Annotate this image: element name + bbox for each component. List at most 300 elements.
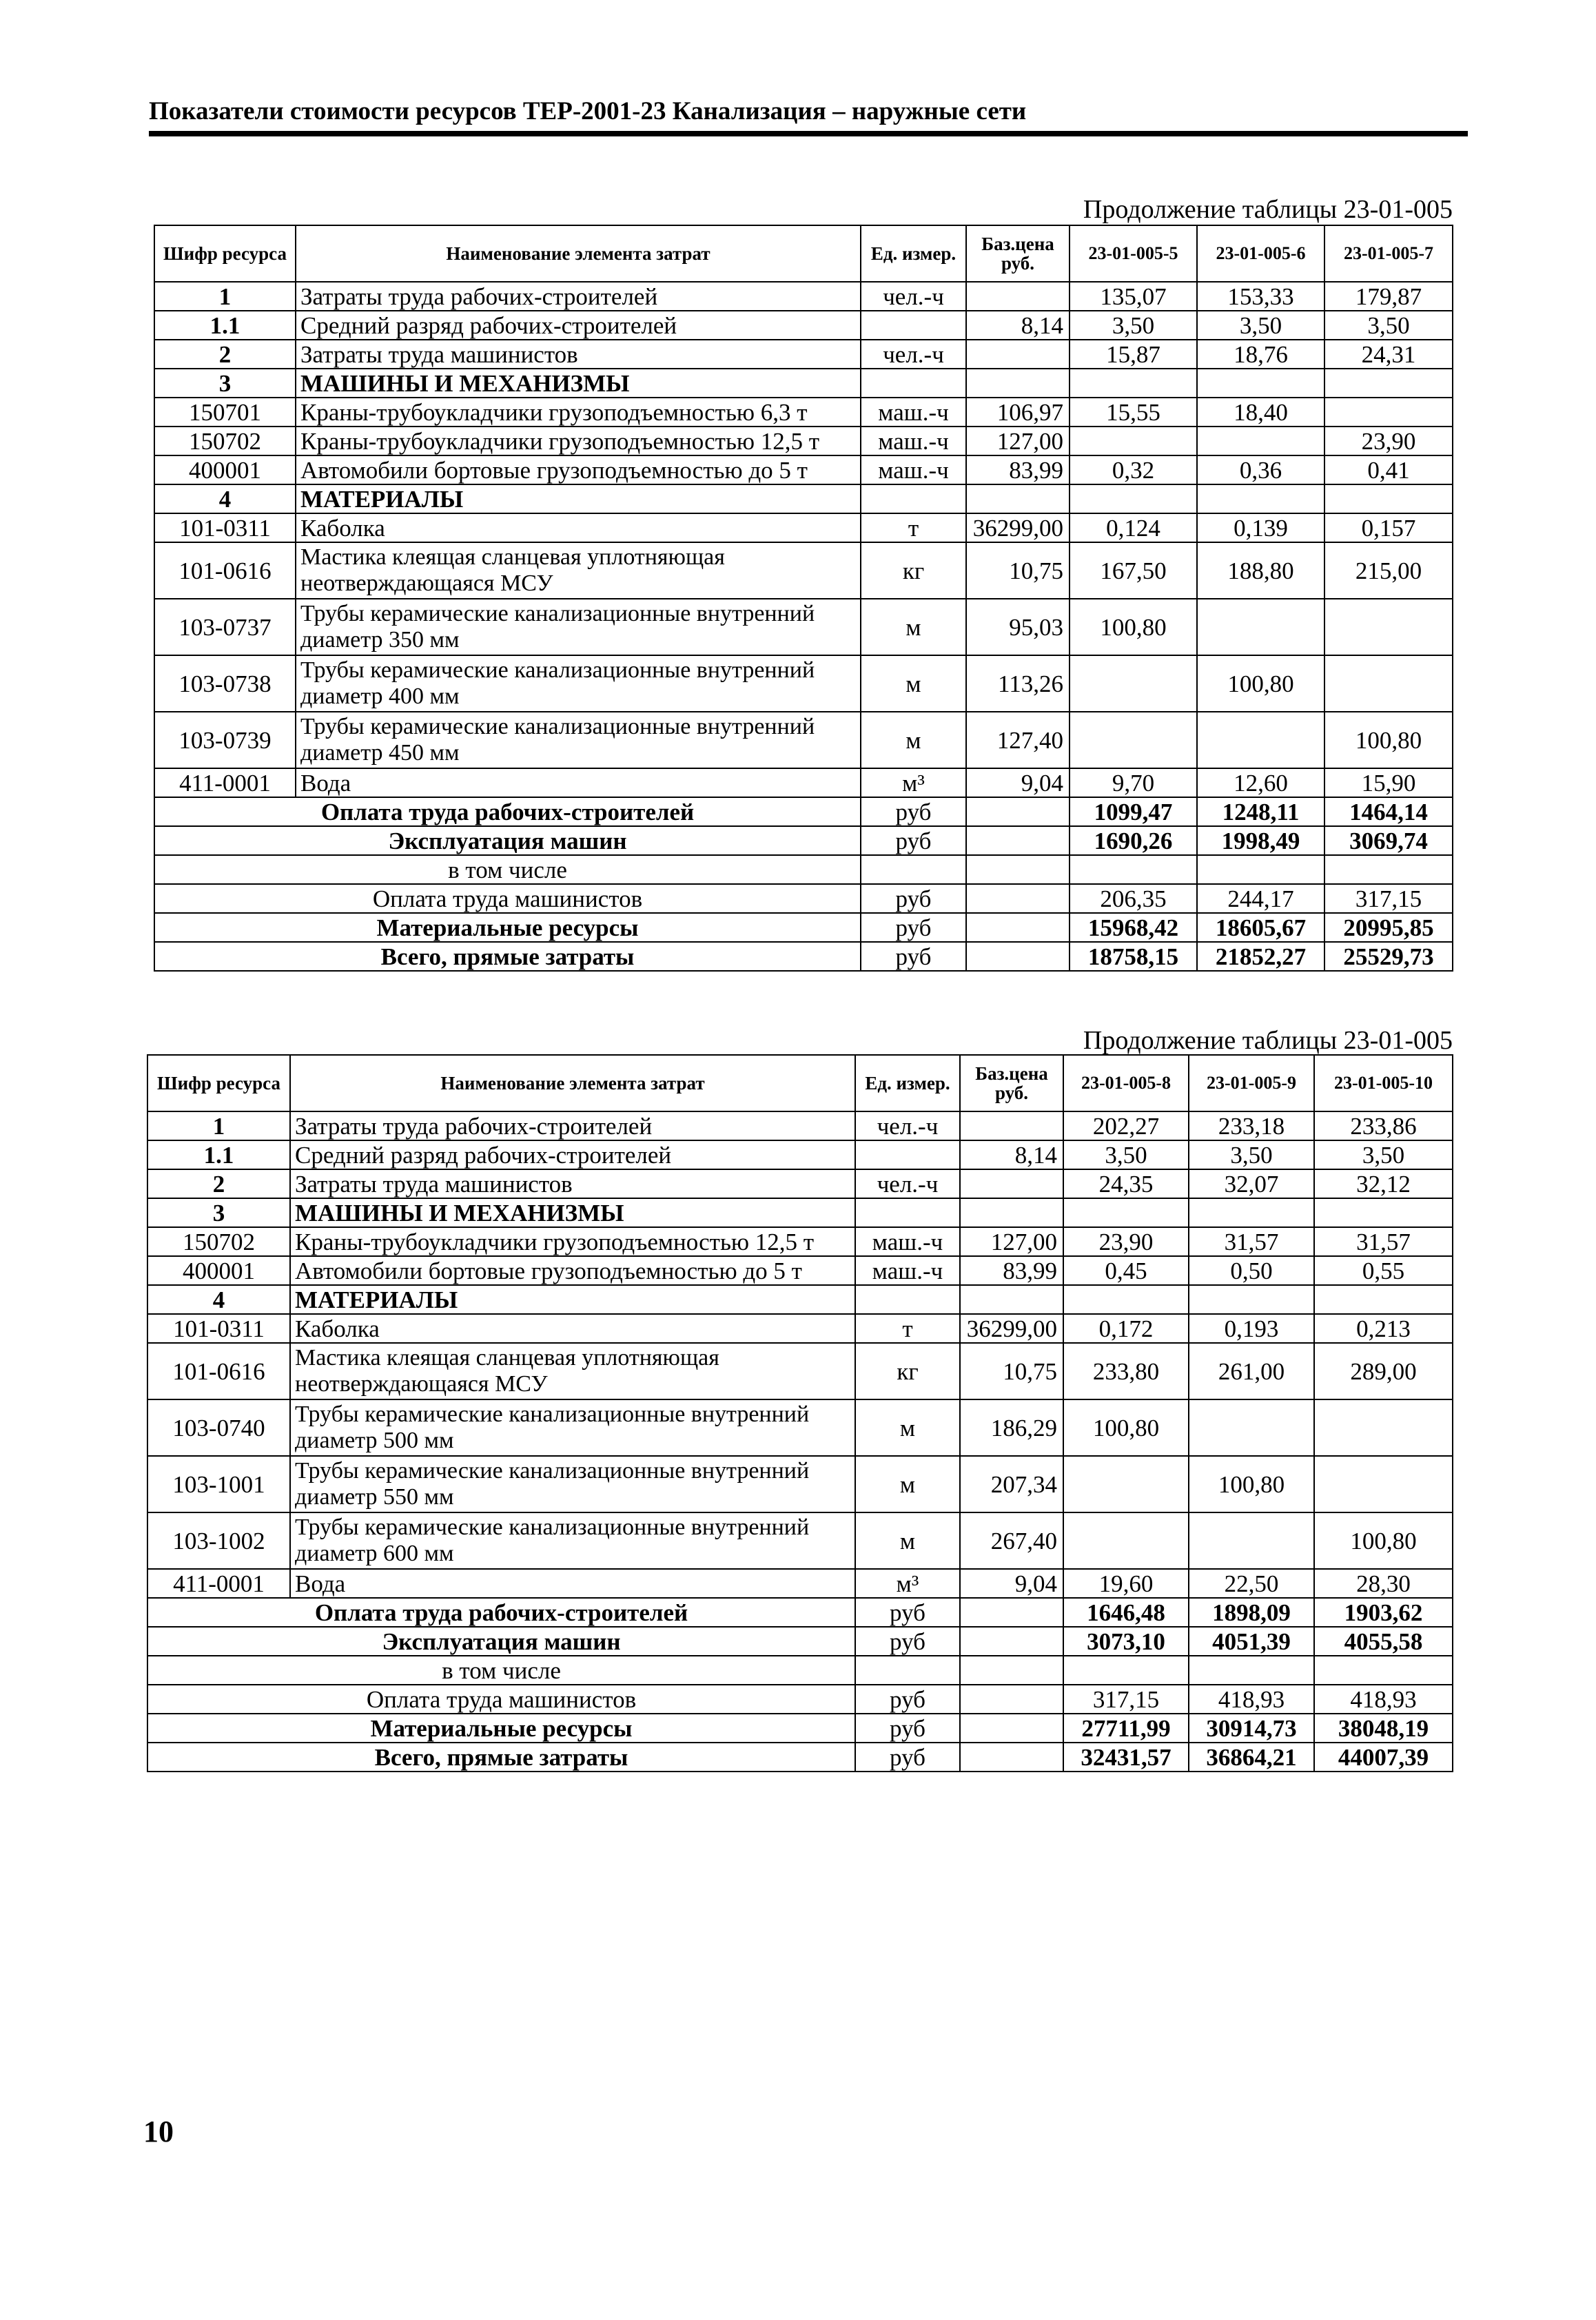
header-row bbox=[154, 225, 1453, 282]
resource-value-1 bbox=[1063, 1285, 1189, 1314]
resource-name: Автомобили бортовые грузоподъемностью до 5 т bbox=[296, 455, 861, 484]
resource-base-price: 10,75 bbox=[966, 542, 1070, 599]
table-row bbox=[154, 542, 1453, 599]
total-value-3: 1903,62 bbox=[1314, 1598, 1453, 1627]
total-value-2: 1898,09 bbox=[1189, 1598, 1314, 1627]
resource-value-1 bbox=[1070, 427, 1197, 455]
resource-value-3 bbox=[1324, 655, 1453, 712]
header-column-1: 23-01-005-5 bbox=[1070, 225, 1197, 282]
table-1-body bbox=[154, 225, 1453, 971]
resource-code: 101-0616 bbox=[154, 542, 296, 599]
resource-unit: маш.-ч bbox=[861, 398, 966, 427]
resource-name: Вода bbox=[290, 1569, 855, 1598]
total-row bbox=[154, 942, 1453, 971]
resource-value-3: 28,30 bbox=[1314, 1569, 1453, 1598]
resource-base-price: 113,26 bbox=[966, 655, 1070, 712]
resource-value-2: 0,36 bbox=[1197, 455, 1324, 484]
total-empty-price bbox=[960, 1656, 1063, 1685]
resource-value-1: 135,07 bbox=[1070, 282, 1197, 311]
total-row bbox=[154, 826, 1453, 855]
table-row bbox=[154, 768, 1453, 797]
resource-code: 103-0740 bbox=[147, 1399, 290, 1456]
resource-name: Трубы керамические канализационные внутренний диаметр 550 мм bbox=[290, 1456, 855, 1512]
table-row bbox=[154, 513, 1453, 542]
resource-code: 1.1 bbox=[154, 311, 296, 340]
total-label: Оплата труда рабочих-строителей bbox=[154, 797, 861, 826]
header-unit: Ед. измер. bbox=[855, 1055, 960, 1111]
resource-name: Трубы керамические канализационные внутренний диаметр 450 мм bbox=[296, 712, 861, 768]
resource-name: Автомобили бортовые грузоподъемностью до 5 т bbox=[290, 1256, 855, 1285]
resource-value-2 bbox=[1197, 369, 1324, 398]
resource-value-2: 188,80 bbox=[1197, 542, 1324, 599]
resource-value-1 bbox=[1070, 369, 1197, 398]
resource-value-2: 0,193 bbox=[1189, 1314, 1314, 1343]
resource-code: 103-1001 bbox=[147, 1456, 290, 1512]
total-label: Всего, прямые затраты bbox=[154, 942, 861, 971]
resource-base-price: 10,75 bbox=[960, 1343, 1063, 1399]
total-value-3: 20995,85 bbox=[1324, 913, 1453, 942]
total-row bbox=[147, 1598, 1453, 1627]
resource-code: 1.1 bbox=[147, 1140, 290, 1169]
resource-base-price bbox=[960, 1169, 1063, 1198]
total-row bbox=[154, 884, 1453, 913]
table-row bbox=[147, 1227, 1453, 1256]
total-value-1: 1099,47 bbox=[1070, 797, 1197, 826]
table-row bbox=[147, 1512, 1453, 1569]
total-empty-price bbox=[966, 884, 1070, 913]
resource-value-1: 19,60 bbox=[1063, 1569, 1189, 1598]
total-value-2 bbox=[1197, 855, 1324, 884]
resource-value-1: 0,45 bbox=[1063, 1256, 1189, 1285]
resource-value-2: 3,50 bbox=[1197, 311, 1324, 340]
resource-value-3: 15,90 bbox=[1324, 768, 1453, 797]
resource-name: Трубы керамические канализационные внутренний диаметр 600 мм bbox=[290, 1512, 855, 1569]
header-rule bbox=[149, 131, 1468, 136]
resource-value-3: 0,157 bbox=[1324, 513, 1453, 542]
total-value-3: 317,15 bbox=[1324, 884, 1453, 913]
total-value-1: 27711,99 bbox=[1063, 1714, 1189, 1743]
resource-base-price: 127,00 bbox=[966, 427, 1070, 455]
resource-value-1 bbox=[1070, 484, 1197, 513]
resource-unit: м bbox=[861, 599, 966, 655]
resource-unit: чел.-ч bbox=[855, 1169, 960, 1198]
resource-name: Затраты труда машинистов bbox=[290, 1169, 855, 1198]
resource-unit: маш.-ч bbox=[855, 1256, 960, 1285]
resource-name: Затраты труда рабочих-строителей bbox=[290, 1111, 855, 1140]
total-unit: руб bbox=[855, 1743, 960, 1772]
resource-value-2 bbox=[1197, 712, 1324, 768]
table-1-continuation-caption: Продолжение таблицы 23-01-005 bbox=[1083, 195, 1453, 224]
total-empty-price bbox=[966, 942, 1070, 971]
resource-value-3: 179,87 bbox=[1324, 282, 1453, 311]
resource-unit: м bbox=[855, 1512, 960, 1569]
header-column-3: 23-01-005-7 bbox=[1324, 225, 1453, 282]
resource-value-3 bbox=[1324, 484, 1453, 513]
total-value-3: 25529,73 bbox=[1324, 942, 1453, 971]
resource-base-price bbox=[960, 1111, 1063, 1140]
table-row bbox=[147, 1399, 1453, 1456]
total-value-2: 1248,11 bbox=[1197, 797, 1324, 826]
resource-base-price: 8,14 bbox=[966, 311, 1070, 340]
resource-unit: маш.-ч bbox=[855, 1227, 960, 1256]
resource-base-price bbox=[966, 484, 1070, 513]
total-value-1: 317,15 bbox=[1063, 1685, 1189, 1714]
resource-base-price: 127,40 bbox=[966, 712, 1070, 768]
total-unit: руб bbox=[855, 1627, 960, 1656]
table-row bbox=[154, 369, 1453, 398]
resource-base-price: 36299,00 bbox=[960, 1314, 1063, 1343]
total-row bbox=[147, 1627, 1453, 1656]
total-unit bbox=[855, 1656, 960, 1685]
resource-value-1: 0,32 bbox=[1070, 455, 1197, 484]
resource-value-3 bbox=[1324, 599, 1453, 655]
total-empty-price bbox=[966, 797, 1070, 826]
resource-code: 400001 bbox=[154, 455, 296, 484]
resource-value-2: 18,76 bbox=[1197, 340, 1324, 369]
header-name: Наименование элемента затрат bbox=[290, 1055, 855, 1111]
total-value-2: 418,93 bbox=[1189, 1685, 1314, 1714]
resource-value-2 bbox=[1197, 427, 1324, 455]
total-unit: руб bbox=[861, 913, 966, 942]
resource-base-price: 36299,00 bbox=[966, 513, 1070, 542]
resource-name: Мастика клеящая сланцевая уплотняющая неотверждающаяся МСУ bbox=[296, 542, 861, 599]
resource-name: МАШИНЫ И МЕХАНИЗМЫ bbox=[296, 369, 861, 398]
resource-unit: кг bbox=[861, 542, 966, 599]
resource-name: Краны-трубоукладчики грузоподъемностью 6,3 т bbox=[296, 398, 861, 427]
total-label: Эксплуатация машин bbox=[147, 1627, 855, 1656]
header-column-1: 23-01-005-8 bbox=[1063, 1055, 1189, 1111]
resource-code: 3 bbox=[147, 1198, 290, 1227]
table-row bbox=[147, 1169, 1453, 1198]
table-row bbox=[147, 1456, 1453, 1512]
resource-value-2: 233,18 bbox=[1189, 1111, 1314, 1140]
total-row bbox=[154, 913, 1453, 942]
table-2-continuation-caption: Продолжение таблицы 23-01-005 bbox=[1083, 1026, 1453, 1055]
resource-value-1: 202,27 bbox=[1063, 1111, 1189, 1140]
resource-unit: чел.-ч bbox=[855, 1111, 960, 1140]
resource-code: 3 bbox=[154, 369, 296, 398]
resource-value-2: 0,139 bbox=[1197, 513, 1324, 542]
resource-value-2: 0,50 bbox=[1189, 1256, 1314, 1285]
resource-name: Краны-трубоукладчики грузоподъемностью 12,5 т bbox=[290, 1227, 855, 1256]
resource-unit: т bbox=[861, 513, 966, 542]
resource-value-1: 9,70 bbox=[1070, 768, 1197, 797]
total-value-2: 244,17 bbox=[1197, 884, 1324, 913]
resource-base-price bbox=[966, 369, 1070, 398]
resource-value-3: 100,80 bbox=[1314, 1512, 1453, 1569]
table-row bbox=[154, 398, 1453, 427]
total-empty-price bbox=[960, 1714, 1063, 1743]
resource-name: Каболка bbox=[296, 513, 861, 542]
table-row bbox=[147, 1256, 1453, 1285]
total-value-1: 32431,57 bbox=[1063, 1743, 1189, 1772]
resource-value-3: 24,31 bbox=[1324, 340, 1453, 369]
resource-code: 4 bbox=[147, 1285, 290, 1314]
total-value-1: 1646,48 bbox=[1063, 1598, 1189, 1627]
resource-base-price: 95,03 bbox=[966, 599, 1070, 655]
resource-value-1: 233,80 bbox=[1063, 1343, 1189, 1399]
resource-name: Краны-трубоукладчики грузоподъемностью 12,5 т bbox=[296, 427, 861, 455]
total-value-1: 1690,26 bbox=[1070, 826, 1197, 855]
table-row bbox=[147, 1569, 1453, 1598]
header-price: Баз.цена руб. bbox=[960, 1055, 1063, 1111]
total-value-3: 38048,19 bbox=[1314, 1714, 1453, 1743]
resource-name: Затраты труда машинистов bbox=[296, 340, 861, 369]
resource-name: Трубы керамические канализационные внутренний диаметр 500 мм bbox=[290, 1399, 855, 1456]
resource-value-2: 32,07 bbox=[1189, 1169, 1314, 1198]
total-value-3: 1464,14 bbox=[1324, 797, 1453, 826]
resource-unit: маш.-ч bbox=[861, 455, 966, 484]
table-row bbox=[154, 599, 1453, 655]
resource-value-1: 3,50 bbox=[1070, 311, 1197, 340]
resource-code: 150702 bbox=[154, 427, 296, 455]
resource-value-3 bbox=[1314, 1198, 1453, 1227]
resource-code: 103-0738 bbox=[154, 655, 296, 712]
resource-value-3: 215,00 bbox=[1324, 542, 1453, 599]
total-value-1 bbox=[1070, 855, 1197, 884]
resource-value-3: 0,213 bbox=[1314, 1314, 1453, 1343]
resource-value-2: 31,57 bbox=[1189, 1227, 1314, 1256]
total-value-2: 1998,49 bbox=[1197, 826, 1324, 855]
header-price: Баз.цена руб. bbox=[966, 225, 1070, 282]
resource-value-2: 3,50 bbox=[1189, 1140, 1314, 1169]
total-value-1: 3073,10 bbox=[1063, 1627, 1189, 1656]
total-empty-price bbox=[960, 1685, 1063, 1714]
total-unit: руб bbox=[855, 1598, 960, 1627]
resource-value-1 bbox=[1063, 1512, 1189, 1569]
table-row bbox=[154, 311, 1453, 340]
resource-code: 411-0001 bbox=[154, 768, 296, 797]
resource-value-2 bbox=[1189, 1399, 1314, 1456]
resource-name: Средний разряд рабочих-строителей bbox=[296, 311, 861, 340]
resource-unit: чел.-ч bbox=[861, 340, 966, 369]
resource-name: Трубы керамические канализационные внутренний диаметр 400 мм bbox=[296, 655, 861, 712]
resource-unit: м³ bbox=[855, 1569, 960, 1598]
resource-value-2 bbox=[1197, 599, 1324, 655]
header-name: Наименование элемента затрат bbox=[296, 225, 861, 282]
resource-value-3: 0,41 bbox=[1324, 455, 1453, 484]
resource-value-2: 12,60 bbox=[1197, 768, 1324, 797]
resource-base-price: 186,29 bbox=[960, 1399, 1063, 1456]
resource-code: 2 bbox=[147, 1169, 290, 1198]
table-row bbox=[147, 1285, 1453, 1314]
resource-value-2: 153,33 bbox=[1197, 282, 1324, 311]
total-value-3 bbox=[1324, 855, 1453, 884]
total-value-1 bbox=[1063, 1656, 1189, 1685]
resource-unit: м bbox=[855, 1399, 960, 1456]
resource-code: 411-0001 bbox=[147, 1569, 290, 1598]
total-value-3 bbox=[1314, 1656, 1453, 1685]
resource-unit: м³ bbox=[861, 768, 966, 797]
resource-base-price bbox=[966, 340, 1070, 369]
resource-value-2 bbox=[1197, 484, 1324, 513]
resource-name: МАТЕРИАЛЫ bbox=[290, 1285, 855, 1314]
total-value-1: 15968,42 bbox=[1070, 913, 1197, 942]
resource-code: 1 bbox=[147, 1111, 290, 1140]
resource-value-3: 32,12 bbox=[1314, 1169, 1453, 1198]
page-number: 10 bbox=[143, 2115, 174, 2148]
total-row bbox=[154, 855, 1453, 884]
table-row bbox=[147, 1111, 1453, 1140]
resource-base-price bbox=[960, 1198, 1063, 1227]
total-unit bbox=[861, 855, 966, 884]
resource-name: Затраты труда рабочих-строителей bbox=[296, 282, 861, 311]
resource-value-1: 15,55 bbox=[1070, 398, 1197, 427]
total-unit: руб bbox=[861, 884, 966, 913]
resource-value-1 bbox=[1070, 655, 1197, 712]
resource-value-3: 3,50 bbox=[1324, 311, 1453, 340]
resource-code: 101-0311 bbox=[147, 1314, 290, 1343]
resource-table-1 bbox=[154, 225, 1453, 972]
resource-base-price: 267,40 bbox=[960, 1512, 1063, 1569]
resource-unit bbox=[861, 369, 966, 398]
resource-unit: т bbox=[855, 1314, 960, 1343]
table-row bbox=[147, 1140, 1453, 1169]
table-row bbox=[154, 282, 1453, 311]
resource-name: Каболка bbox=[290, 1314, 855, 1343]
total-label: Материальные ресурсы bbox=[154, 913, 861, 942]
resource-value-1: 0,172 bbox=[1063, 1314, 1189, 1343]
resource-value-2: 18,40 bbox=[1197, 398, 1324, 427]
resource-value-3 bbox=[1314, 1285, 1453, 1314]
resource-value-1: 100,80 bbox=[1070, 599, 1197, 655]
total-value-1: 206,35 bbox=[1070, 884, 1197, 913]
resource-code: 101-0616 bbox=[147, 1343, 290, 1399]
total-row bbox=[147, 1743, 1453, 1772]
header-unit: Ед. измер. bbox=[861, 225, 966, 282]
resource-value-1: 0,124 bbox=[1070, 513, 1197, 542]
resource-code: 4 bbox=[154, 484, 296, 513]
header-column-3: 23-01-005-10 bbox=[1314, 1055, 1453, 1111]
total-empty-price bbox=[966, 913, 1070, 942]
total-label: в том числе bbox=[147, 1656, 855, 1685]
total-value-2: 21852,27 bbox=[1197, 942, 1324, 971]
resource-value-3: 289,00 bbox=[1314, 1343, 1453, 1399]
total-value-1: 18758,15 bbox=[1070, 942, 1197, 971]
resource-value-1: 15,87 bbox=[1070, 340, 1197, 369]
resource-code: 103-0739 bbox=[154, 712, 296, 768]
total-value-2 bbox=[1189, 1656, 1314, 1685]
resource-value-1: 23,90 bbox=[1063, 1227, 1189, 1256]
resource-value-2 bbox=[1189, 1285, 1314, 1314]
resource-unit bbox=[861, 311, 966, 340]
resource-code: 150702 bbox=[147, 1227, 290, 1256]
resource-value-1: 24,35 bbox=[1063, 1169, 1189, 1198]
resource-unit bbox=[855, 1140, 960, 1169]
table-2-body bbox=[147, 1055, 1453, 1772]
resource-value-1 bbox=[1063, 1198, 1189, 1227]
resource-name: Средний разряд рабочих-строителей bbox=[290, 1140, 855, 1169]
resource-code: 1 bbox=[154, 282, 296, 311]
resource-name: МАТЕРИАЛЫ bbox=[296, 484, 861, 513]
resource-base-price: 83,99 bbox=[966, 455, 1070, 484]
resource-value-2: 261,00 bbox=[1189, 1343, 1314, 1399]
resource-value-3 bbox=[1314, 1456, 1453, 1512]
header-code: Шифр ресурса bbox=[147, 1055, 290, 1111]
total-unit: руб bbox=[855, 1685, 960, 1714]
total-empty-price bbox=[960, 1627, 1063, 1656]
header-code: Шифр ресурса bbox=[154, 225, 296, 282]
resource-table-2 bbox=[147, 1054, 1453, 1772]
resource-value-3 bbox=[1324, 369, 1453, 398]
resource-value-2: 22,50 bbox=[1189, 1569, 1314, 1598]
resource-unit bbox=[855, 1198, 960, 1227]
resource-value-1 bbox=[1063, 1456, 1189, 1512]
resource-unit bbox=[861, 484, 966, 513]
total-empty-price bbox=[960, 1598, 1063, 1627]
page-header-title: Показатели стоимости ресурсов ТЕР-2001-23 Канализация – наружные сети bbox=[149, 97, 1027, 125]
total-value-3: 44007,39 bbox=[1314, 1743, 1453, 1772]
resource-name: Вода bbox=[296, 768, 861, 797]
resource-value-2: 100,80 bbox=[1197, 655, 1324, 712]
total-value-3: 4055,58 bbox=[1314, 1627, 1453, 1656]
table-row bbox=[147, 1198, 1453, 1227]
resource-unit: м bbox=[861, 655, 966, 712]
total-value-2: 30914,73 bbox=[1189, 1714, 1314, 1743]
total-empty-price bbox=[966, 826, 1070, 855]
table-row bbox=[154, 655, 1453, 712]
table-row bbox=[154, 712, 1453, 768]
total-value-2: 4051,39 bbox=[1189, 1627, 1314, 1656]
resource-value-1: 167,50 bbox=[1070, 542, 1197, 599]
resource-base-price: 106,97 bbox=[966, 398, 1070, 427]
resource-base-price: 9,04 bbox=[966, 768, 1070, 797]
total-row bbox=[147, 1714, 1453, 1743]
resource-value-3: 100,80 bbox=[1324, 712, 1453, 768]
resource-name: МАШИНЫ И МЕХАНИЗМЫ bbox=[290, 1198, 855, 1227]
resource-value-1: 100,80 bbox=[1063, 1399, 1189, 1456]
resource-value-3: 0,55 bbox=[1314, 1256, 1453, 1285]
table-row bbox=[154, 427, 1453, 455]
table-row bbox=[147, 1343, 1453, 1399]
resource-value-2 bbox=[1189, 1198, 1314, 1227]
total-unit: руб bbox=[861, 942, 966, 971]
resource-value-3 bbox=[1314, 1399, 1453, 1456]
table-row bbox=[154, 484, 1453, 513]
resource-code: 101-0311 bbox=[154, 513, 296, 542]
total-unit: руб bbox=[855, 1714, 960, 1743]
total-label: Всего, прямые затраты bbox=[147, 1743, 855, 1772]
total-row bbox=[154, 797, 1453, 826]
resource-base-price: 9,04 bbox=[960, 1569, 1063, 1598]
total-label: в том числе bbox=[154, 855, 861, 884]
resource-base-price: 207,34 bbox=[960, 1456, 1063, 1512]
total-value-2: 36864,21 bbox=[1189, 1743, 1314, 1772]
resource-base-price: 127,00 bbox=[960, 1227, 1063, 1256]
header-column-2: 23-01-005-9 bbox=[1189, 1055, 1314, 1111]
resource-code: 2 bbox=[154, 340, 296, 369]
resource-unit: чел.-ч bbox=[861, 282, 966, 311]
resource-code: 400001 bbox=[147, 1256, 290, 1285]
resource-base-price bbox=[966, 282, 1070, 311]
resource-base-price: 8,14 bbox=[960, 1140, 1063, 1169]
total-unit: руб bbox=[861, 826, 966, 855]
resource-unit bbox=[855, 1285, 960, 1314]
resource-code: 150701 bbox=[154, 398, 296, 427]
resource-value-3: 23,90 bbox=[1324, 427, 1453, 455]
total-label: Оплата труда машинистов bbox=[147, 1685, 855, 1714]
table-row bbox=[154, 340, 1453, 369]
resource-code: 103-1002 bbox=[147, 1512, 290, 1569]
total-empty-price bbox=[966, 855, 1070, 884]
table-row bbox=[147, 1314, 1453, 1343]
resource-unit: м bbox=[855, 1456, 960, 1512]
total-unit: руб bbox=[861, 797, 966, 826]
total-value-3: 418,93 bbox=[1314, 1685, 1453, 1714]
total-row bbox=[147, 1656, 1453, 1685]
header-column-2: 23-01-005-6 bbox=[1197, 225, 1324, 282]
total-value-3: 3069,74 bbox=[1324, 826, 1453, 855]
